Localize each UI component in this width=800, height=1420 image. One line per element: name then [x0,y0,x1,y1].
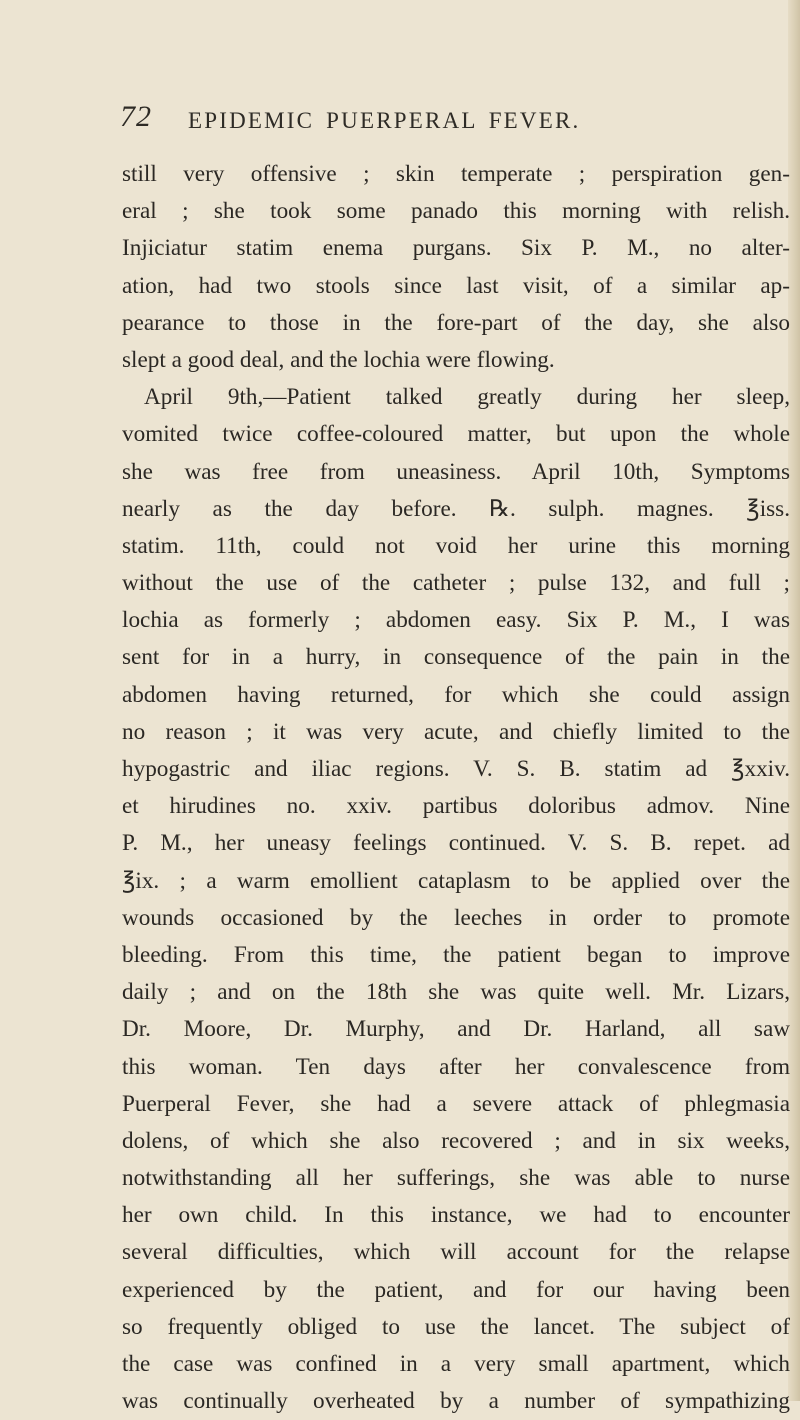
text-line: et hirudines no. xxiv. partibus doloribus admov. Nine [122,793,790,820]
text-line: was continually overheated by a number of sympathizing [122,1388,790,1415]
text-line: abdomen having returned, for which she could assign [122,681,790,708]
text-line: Injiciatur statim enema purgans. Six P. M., no alter- [122,235,790,262]
text-line: hypogastric and iliac regions. V. S. B. statim ad ℥xxiv. [122,756,790,782]
text-line: this woman. Ten days after her convalescence from [122,1053,790,1080]
text-line: lochia as formerly ; abdomen easy. Six P. M., I was [122,607,790,634]
text-line: Dr. Moore, Dr. Murphy, and Dr. Harland, all saw [122,1016,790,1043]
text-line: pearance to those in the fore-part of the day, she also [122,309,790,336]
text-line: bleeding. From this time, the patient began to improve [122,941,790,968]
text-line: P. M., her uneasy feelings continued. V. S. B. repet. ad [122,830,790,857]
text-line: vomited twice coffee-coloured matter, but upon the whole [122,421,790,448]
text-line: without the use of the catheter ; pulse 132, and full ; [122,570,790,597]
page-header [120,100,780,146]
page-number: 72 [120,100,152,133]
text-line: several difficulties, which will account for the relapse [122,1239,790,1266]
body-text [122,156,790,1420]
text-line: Puerperal Fever, she had a severe attack of phlegmasia [122,1090,790,1117]
text-line: slept a good deal, and the lochia were flowing. [122,346,555,373]
text-line: she was free from uneasiness. April 10th, Symptoms [122,458,790,485]
text-line: ation, had two stools since last visit, of a similar ap- [122,272,790,299]
text-line: dolens, of which she also recovered ; and in six weeks, [122,1127,790,1154]
text-line: so frequently obliged to use the lancet. The subject of [122,1313,790,1340]
text-line: experienced by the patient, and for our having been [122,1276,790,1303]
text-line: notwithstanding all her sufferings, she was able to nurse [122,1165,790,1192]
text-line: nearly as the day before. ℞. sulph. magnes. ℥iss. [122,495,790,522]
text-line: April 9th,—Patient talked greatly during her sleep, [144,384,790,411]
text-line: no reason ; it was very acute, and chiefly limited to the [122,718,790,745]
text-line: daily ; and on the 18th she was quite well. Mr. Lizars, [122,979,790,1006]
text-line: eral ; she took some panado this morning with relish. [122,198,790,225]
text-line: wounds occasioned by the leeches in order to promote [122,904,790,931]
text-line: ℥ix. ; a warm emollient cataplasm to be applied over the [122,867,790,894]
running-head: EPIDEMIC PUERPERAL FEVER. [188,108,581,133]
text-line: her own child. In this instance, we had to encounter [122,1202,790,1229]
text-line: still very offensive ; skin temperate ; perspiration gen- [122,161,790,187]
text-line: the case was confined in a very small apartment, which [122,1351,790,1377]
text-line: sent for in a hurry, in consequence of the pain in the [122,644,790,671]
text-line: statim. 11th, could not void her urine this morning [122,532,790,559]
